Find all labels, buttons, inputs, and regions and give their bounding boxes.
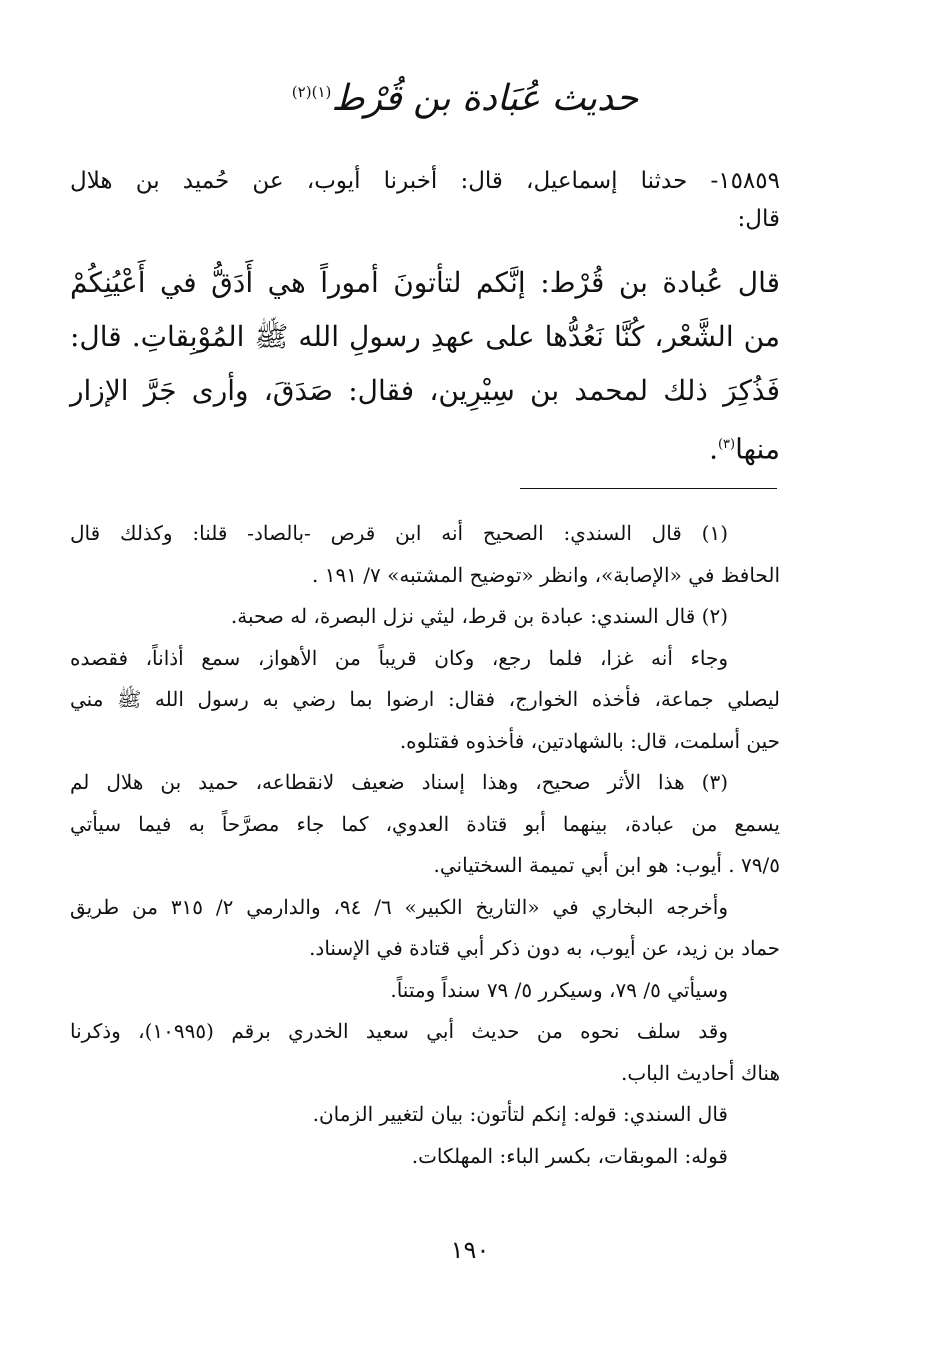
footnote-1	[70, 513, 780, 596]
hadith-footnote-ref: (٣)	[717, 437, 736, 452]
footnote-line: هناك أحاديث الباب.	[621, 1060, 780, 1085]
hadith-line: من الشَّعْر، كُنَّا نَعُدُّها على عهدِ رسولِ الله ﷺ المُوْبِقاتِ. قال:	[70, 320, 780, 353]
title-footnote-refs: (١)(٢)	[291, 83, 332, 101]
page-number: ١٩٠	[450, 1236, 490, 1264]
footnote-line: يسمع من عبادة، بينهما أبو قتادة العدوي، كما جاء مصرَّحاً به فيما سيأتي	[70, 811, 780, 836]
footnote-line: وجاء أنه غزا، فلما رجع، وكان قريباً من الأهواز، سمع أذاناً، فقصده	[70, 645, 728, 670]
hadith-chain	[70, 162, 780, 238]
footnote-line: (١) قال السندي: الصحيح أنه ابن قرص -بالصاد- قلنا: وكذلك قال	[70, 521, 728, 545]
footnote-divider	[520, 488, 777, 489]
footnote-line: حين أسلمت، قال: بالشهادتين، فأخذوه فقتلوه.	[399, 728, 780, 753]
footnote-line: (٣) هذا الأثر صحيح، وهذا إسناد ضعيف لانقطاعه، حميد بن هلال لم	[70, 770, 728, 794]
hadith-body	[70, 256, 780, 476]
hadith-end-mark: .	[709, 432, 718, 466]
footnotes	[70, 513, 780, 1177]
footnote-line: ٧٩/٥ . أيوب: هو ابن أبي تميمة السختياني.	[433, 853, 780, 877]
footnote-line: (٢) قال السندي: عبادة بن قرط، ليثي نزل البصرة، له صحبة.	[230, 604, 728, 628]
footnote-line: وأخرجه البخاري في «التاريخ الكبير» ٦/ ٩٤، والدارمي ٢/ ٣١٥ من طريق	[70, 894, 728, 919]
footnote-3	[70, 762, 780, 1094]
hadith-title	[150, 78, 780, 119]
footnote-line: قوله: الموبقات، بكسر الباء: المهلكات.	[411, 1143, 728, 1168]
footnote-line: وسيأتي ٥/ ٧٩، وسيكرر ٥/ ٧٩ سنداً ومتناً.	[390, 977, 728, 1002]
chain-line: قال:	[737, 206, 780, 232]
footnote-line: حماد بن زيد، عن أيوب، به دون ذكر أبي قتادة في الإسناد.	[309, 936, 780, 960]
footnote-line: قال السندي: قوله: إنكم لتأتون: بيان لتغيير الزمان.	[312, 1102, 728, 1126]
footnote-line: الحافظ في «الإصابة»، وانظر «توضيح المشتبه» ٧/ ١٩١ .	[311, 562, 780, 587]
hadith-line-last	[70, 418, 780, 476]
footnote-sindi	[70, 1094, 780, 1177]
hadith-line-text: منها	[735, 432, 780, 466]
hadith-line: فَذُكِرَ ذلك لمحمد بن سِيْرِين، فقال: صَدَقَ، وأرى جَرَّ الإزار	[70, 374, 780, 407]
hadith-line: قال عُبادة بن قُرْط: إنَّكم لتأتونَ أموراً هي أَدَقُّ في أَعْيُنِكُمْ	[70, 266, 780, 299]
footnote-line: وقد سلف نحوه من حديث أبي سعيد الخدري برقم (١٠٩٩٥)، وذكرنا	[70, 1019, 728, 1043]
footnote-2	[70, 596, 780, 762]
hadith-title-text: حديث عُبَادة بن قُرْط	[331, 78, 639, 119]
chain-line: ١٥٨٥٩- حدثنا إسماعيل، قال: أخبرنا أيوب، عن حُميد بن هلال	[70, 168, 780, 194]
footnote-line: ليصلي جماعة، فأخذه الخوارج، فقال: ارضوا بما رضي به رسول الله ﷺ مني	[70, 687, 780, 711]
